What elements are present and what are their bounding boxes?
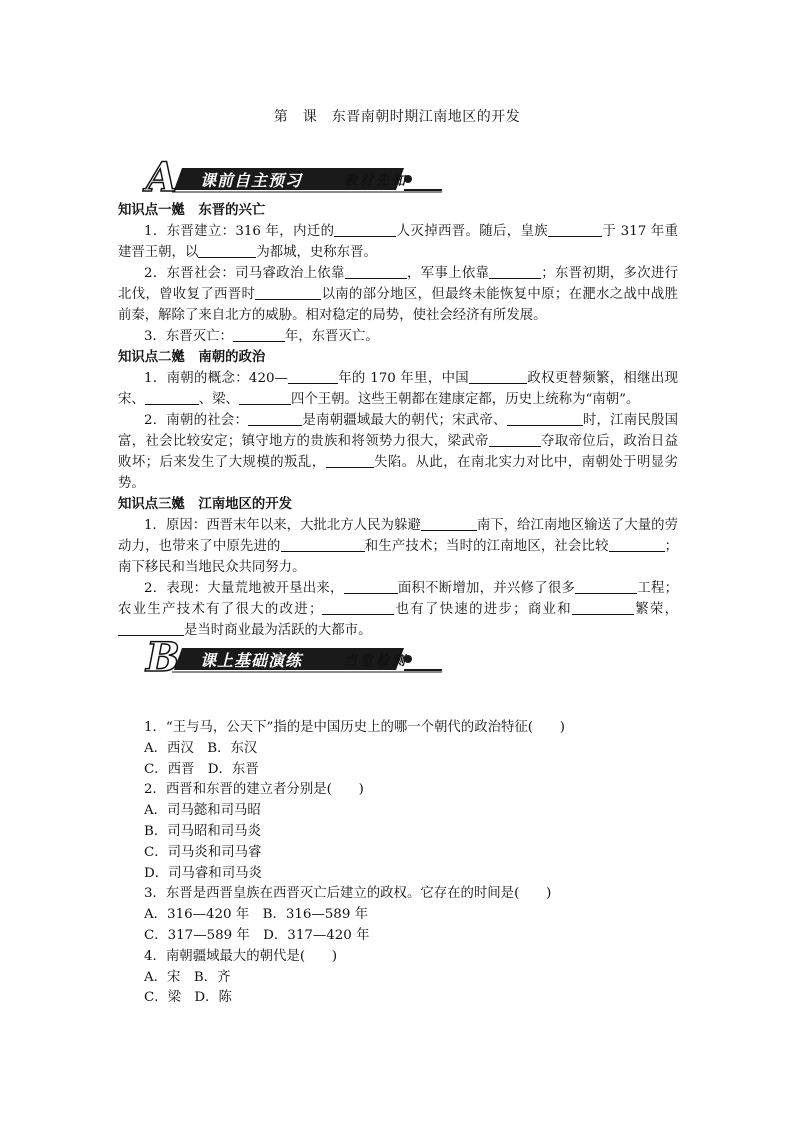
kp2-item-1: 1．南朝的概念：420— 年的 170 年里，中国 政权更替频繁，相继出现宋、 、梁、 四个王朝。这些王朝都在建康定都，历史上统称为“南朝”。 (118, 371, 679, 407)
blank[interactable] (609, 537, 665, 552)
question-option[interactable]: C．司马炎和司马睿 (144, 844, 262, 860)
banner-a-title: 课前自主预习 (200, 171, 303, 190)
section-b-banner (142, 640, 442, 676)
blank[interactable] (118, 621, 184, 636)
question-option[interactable]: A．316—420 年 B．316—589 年 (144, 907, 368, 923)
blank[interactable] (548, 222, 602, 237)
question-stem: 2．西晋和东晋的建立者分别是( ) (144, 782, 364, 798)
blank[interactable] (239, 390, 291, 405)
blank[interactable] (255, 285, 321, 300)
blank[interactable] (489, 432, 541, 447)
banner-a-letter: A (146, 160, 178, 196)
question-option[interactable]: C．西晋 D．东晋 (144, 761, 259, 777)
blank[interactable] (507, 411, 583, 426)
knowledge-point-3-heading: 知识点三嬔 江南地区的开发 (118, 496, 293, 512)
banner-b-subtitle: 当堂检测 (344, 654, 409, 669)
blank[interactable] (572, 600, 634, 615)
blank[interactable] (281, 537, 365, 552)
blank[interactable] (469, 369, 527, 384)
blank[interactable] (248, 411, 302, 426)
blank[interactable] (145, 390, 199, 405)
kp1-item-3: 3．东晋灭亡： 年，东晋灭亡。 (144, 329, 379, 344)
blank[interactable] (344, 579, 398, 594)
blank[interactable] (326, 453, 374, 468)
question-stem: 4．南朝疆域最大的朝代是( ) (144, 948, 338, 964)
practice-section (118, 718, 678, 1009)
banner-b-letter: B (146, 640, 180, 676)
kp3-item-1: 1．原因：西晋末年以来，大批北方人民为躲避 南下，给江南地区输送了大量的劳动力，也带来了中原先进的 和生产技术；当时的江南地区，社会比较 ；南下移民和当地民众共同努力。 (118, 518, 679, 575)
question-option[interactable]: C．梁 D．陈 (144, 990, 232, 1006)
kp1-item-1: 1．东晋建立：316 年，内迁的 人灭掉西晋。随后，皇族 于 317 年重建晋王朝，以 为都城，史称东晋。 (118, 224, 678, 260)
blank[interactable] (322, 600, 394, 615)
blank[interactable] (334, 222, 396, 237)
kp2-item-2: 2．南朝的社会： 是南朝疆域最大的朝代；宋武帝、 时，江南民殷国富，社会比较安定；镇守地方的贵族和将领势力很大，梁武帝 夺取帝位后，政治日益败坏；后来发生了大规模的叛乱， 失陷。从此，在南北实力对比中，南朝处于明显劣势。 (118, 413, 679, 491)
blank[interactable] (421, 516, 477, 531)
preview-section (118, 200, 678, 641)
banner-a-subtitle: 教材先知 (344, 174, 409, 189)
question-option[interactable]: D．司马睿和司马炎 (144, 865, 262, 881)
question-4 (118, 947, 678, 1009)
question-option[interactable]: A．宋 B．齐 (144, 969, 231, 985)
question-option[interactable]: A．西汉 B．东汉 (144, 740, 258, 756)
question-option[interactable]: B．司马昭和司马炎 (144, 823, 261, 839)
kp3-item-2: 2．表现：大量荒地被开垦出来， 面积不断增加，并兴修了很多 工程；农业生产技术有了很大的改进； 也有了快速的进步；商业和 繁荣，是当时商业最为活跃的大都市。 (118, 581, 679, 638)
blank[interactable] (233, 327, 285, 342)
blank[interactable] (288, 369, 338, 384)
blank[interactable] (489, 264, 541, 279)
section-a-banner (142, 160, 442, 196)
question-3 (118, 884, 678, 946)
question-stem: 3．东晋是西晋皇族在西晋灭亡后建立的政权。它存在的时间是( ) (144, 886, 552, 902)
question-option[interactable]: A．司马懿和司马昭 (144, 803, 261, 819)
question-stem: 1．“王与马，公天下”指的是中国历史上的哪一个朝代的政治特征( ) (144, 720, 565, 735)
banner-b-title: 课上基础演练 (200, 651, 303, 670)
question-2 (118, 780, 678, 884)
question-1 (118, 718, 678, 780)
question-option[interactable]: C．317—589 年 D．317—420 年 (144, 927, 370, 943)
lesson-title: 第 课 东晋南朝时期江南地区的开发 (273, 109, 521, 125)
kp1-item-2: 2．东晋社会：司马睿政治上依靠 ，军事上依靠 ；东晋初期，多次进行北伐，曾收复了西晋时 以南的部分地区，但最终未能恢复中原；在淝水之战中战胜前秦，解除了来自北方的威胁。相对稳定的局势，使社会经济有所发展。 (118, 266, 679, 323)
blank[interactable] (198, 243, 256, 258)
knowledge-point-1-heading: 知识点一嬔 东晋的兴亡 (118, 202, 266, 218)
blank[interactable] (575, 579, 637, 594)
knowledge-point-2-heading: 知识点二嬔 南朝的政治 (118, 349, 266, 365)
blank[interactable] (345, 264, 407, 279)
